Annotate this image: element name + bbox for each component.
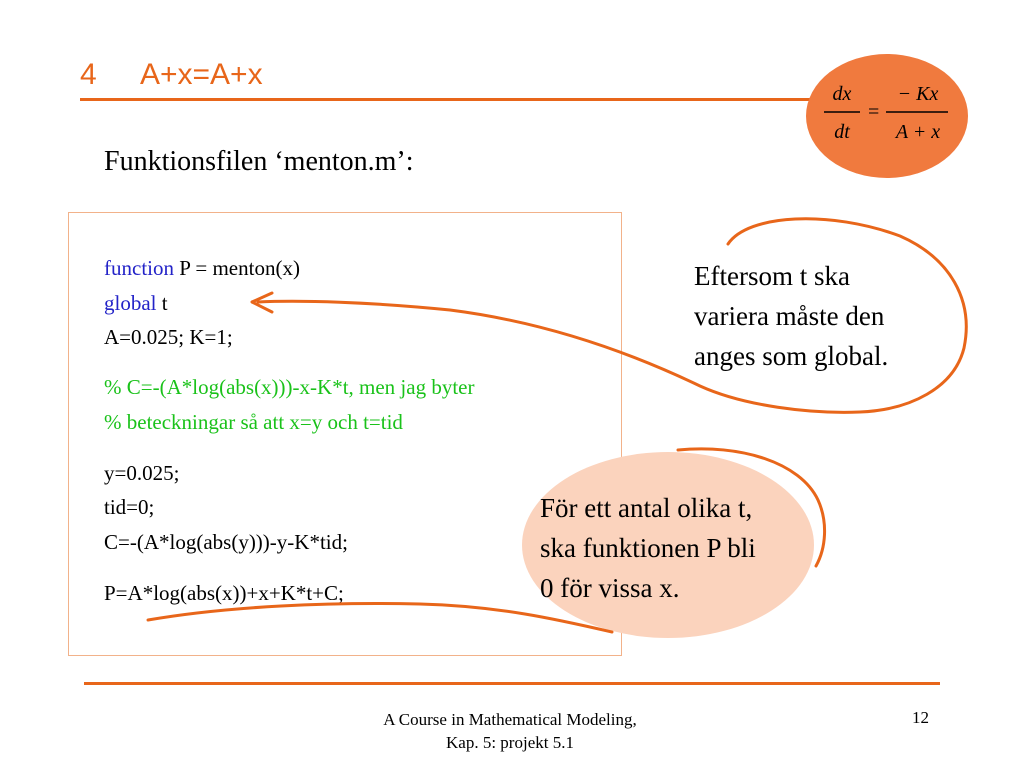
formula-badge	[806, 54, 968, 178]
slide-number: 4	[80, 58, 97, 91]
code-comment-1: % C=-(A*log(abs(x)))-x-K*t, men jag byter	[104, 375, 475, 399]
footer-text	[340, 708, 680, 754]
differential-equation	[806, 54, 968, 178]
code-line-p: P=A*log(abs(x))+x+K*t+C;	[104, 581, 344, 605]
formula-lhs-denominator: dt	[834, 121, 850, 143]
code-text: P = menton(x)	[173, 256, 300, 280]
formula-equals: =	[868, 101, 880, 123]
global-note-line: Eftersom t ska	[694, 261, 850, 291]
code-line-constants: A=0.025; K=1;	[104, 325, 233, 349]
title-divider	[80, 98, 820, 101]
global-note-line: anges som global.	[694, 341, 889, 371]
footer-line-2: Kap. 5: projekt 5.1	[446, 733, 574, 752]
formula-rhs-denominator: A + x	[895, 121, 941, 143]
keyword-function: function	[104, 256, 174, 280]
formula-lhs-numerator: dx	[832, 83, 852, 105]
slide-title-text: A+x=A+x	[140, 58, 263, 91]
zero-note	[540, 488, 756, 608]
code-line-function	[104, 258, 300, 279]
code-line-c: C=-(A*log(abs(y)))-y-K*tid;	[104, 530, 348, 554]
formula-rhs-numerator: − Kx	[897, 83, 939, 105]
slide-title	[80, 58, 263, 92]
code-line-tid: tid=0;	[104, 495, 155, 519]
code-line-global	[104, 293, 168, 314]
keyword-global: global	[104, 291, 157, 315]
global-note-line: variera måste den	[694, 301, 885, 331]
zero-note-line: 0 för vissa x.	[540, 573, 680, 603]
code-comment-2: % beteckningar så att x=y och t=tid	[104, 410, 403, 434]
zero-note-line: För ett antal olika t,	[540, 493, 753, 523]
page-number: 12	[912, 708, 929, 727]
subtitle: Funktionsfilen ‘menton.m’:	[104, 146, 414, 177]
code-text: t	[156, 291, 168, 315]
footer-divider	[84, 682, 940, 685]
global-note	[694, 256, 888, 376]
code-line-y: y=0.025;	[104, 461, 180, 485]
footer-line-1: A Course in Mathematical Modeling,	[383, 710, 637, 729]
zero-note-line: ska funktionen P bli	[540, 533, 756, 563]
